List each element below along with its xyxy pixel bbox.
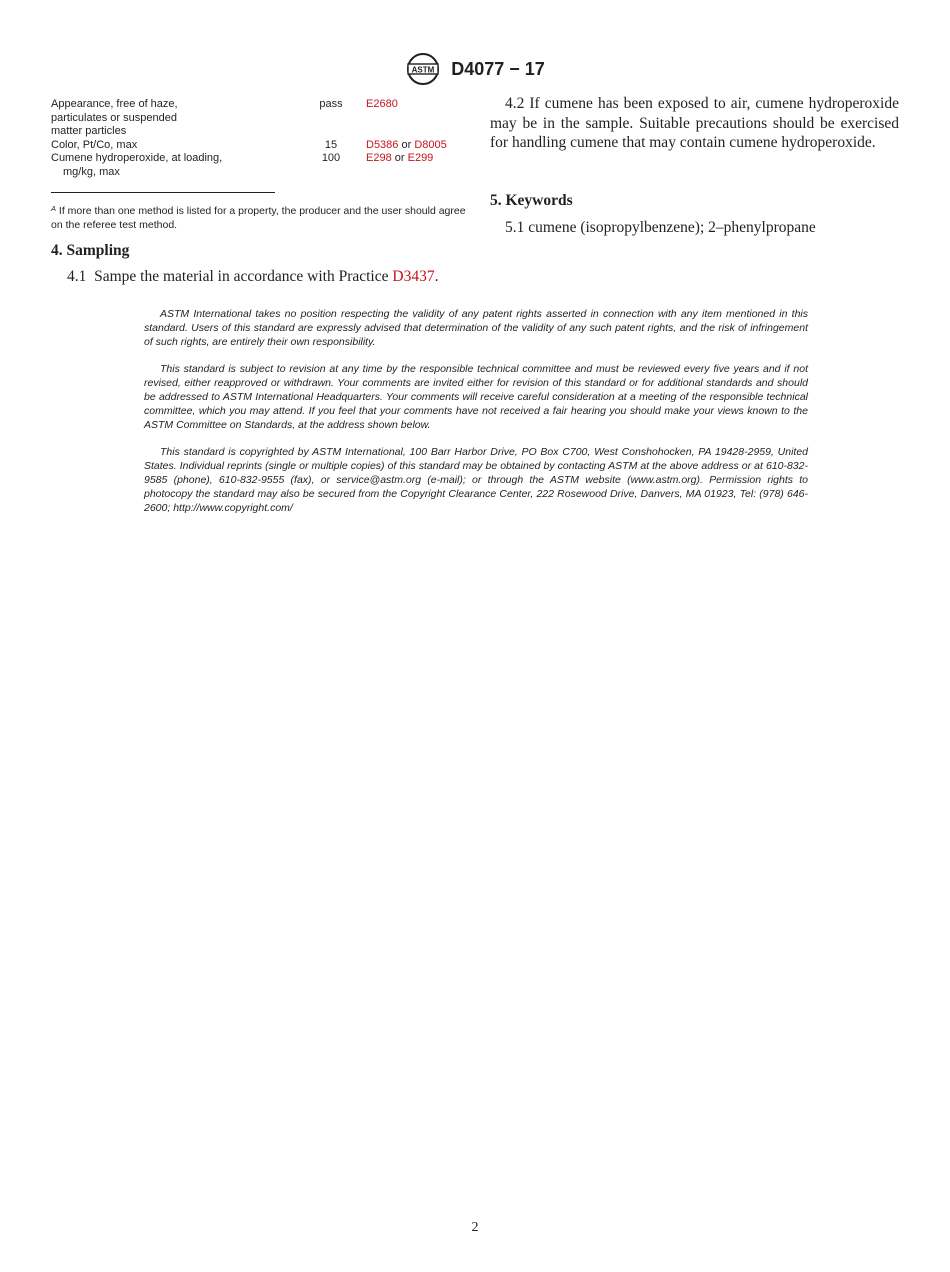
specification-table <box>51 98 475 180</box>
document-designation: D4077 − 17 <box>451 58 545 79</box>
table-row <box>51 152 475 179</box>
legal-notices <box>144 308 808 515</box>
copyright-notice: This standard is copyrighted by ASTM International, 100 Barr Harbor Drive, PO Box C700, West Conshohocken, PA 19428-2959, United States. Individual reprints (single or multiple copies) of this standard may be obtained by contacting ASTM at the above address or at 610-832-9585 (phone), 610-832-9555 (fax), or service@astm.org (e-mail); or through the ASTM website (www.astm.org). Permission rights to photocopy the standard may also be secured from the Copyright Clearance Center, 222 Rosewood Drive, Danvers, MA 01923, Tel: (978) 646-2600; http://www.copyright.com/ <box>144 446 808 514</box>
table-cell-property: Cumene hydroperoxide, at loading, mg/kg, max <box>51 152 223 178</box>
method-link[interactable]: E298 <box>366 152 392 165</box>
table-cell-value: 100 <box>321 152 341 165</box>
astm-logo-icon <box>405 52 441 86</box>
table-cell-value: 15 <box>324 138 338 151</box>
table-cell-method: E298 or E299 <box>366 152 434 165</box>
table-cell-property: Appearance, free of haze, particulates or suspended matter particles <box>51 98 178 138</box>
table-cell-value: pass <box>319 98 343 110</box>
table-cell-property: Color, Pt/Co, max <box>51 138 138 151</box>
practice-link[interactable]: D3437 <box>392 268 435 285</box>
paragraph-5-1: 5.1 cumene (isopropylbenzene); 2–phenylpropane <box>505 219 816 236</box>
revision-notice: This standard is subject to revision at any time by the responsible technical committee and must be reviewed every five years and if not revised, either reapproved or withdrawn. Your comments are invited either for revision of this standard or for additional standards and should be addressed to ASTM International Headquarters. Your comments will receive careful consideration at a meeting of the responsible technical committee, which you may attend. If you feel that your comments have not received a fair hearing you should make your views known to the ASTM Committee on Standards, at the address shown below. <box>144 363 808 431</box>
page-number: 2 <box>471 1220 479 1235</box>
patent-notice: ASTM International takes no position respecting the validity of any patent rights asserted in connection with any item mentioned in this standard. Users of this standard are expressly advised that determination of the validity of any such patent rights, and the risk of infringement of such rights, are entirely their own responsibility. <box>144 308 808 348</box>
table-cell-method: D5386 or D8005 <box>366 138 447 151</box>
table-row <box>51 139 475 153</box>
table-footnote: $^A$ If more than one method is listed for a property, the producer and the user should agree on the referee test method. <box>51 204 466 231</box>
method-link[interactable]: D5386 <box>366 138 399 151</box>
paragraph-4-1: 4.1 Sampe the material in accordance with Practice D3437. <box>67 268 439 285</box>
section-heading-keywords: 5. Keywords <box>490 192 573 209</box>
footnote-divider <box>51 192 275 193</box>
paragraph-4-2: 4.2 If cumene has been exposed to air, cumene hydroperoxide may be in the sample. Suitable precautions should be exercised for handling cumene that may contain cumene hydroperoxide. <box>490 95 899 151</box>
table-cell-method <box>366 98 398 112</box>
table-row <box>51 98 475 139</box>
method-link[interactable]: E299 <box>407 152 434 165</box>
astm-logo-text: ASTM <box>411 65 435 75</box>
section-heading-sampling: 4. Sampling <box>51 242 130 259</box>
page-header <box>0 52 950 86</box>
method-link[interactable]: E2680 <box>366 98 398 110</box>
method-link[interactable]: D8005 <box>414 138 447 151</box>
